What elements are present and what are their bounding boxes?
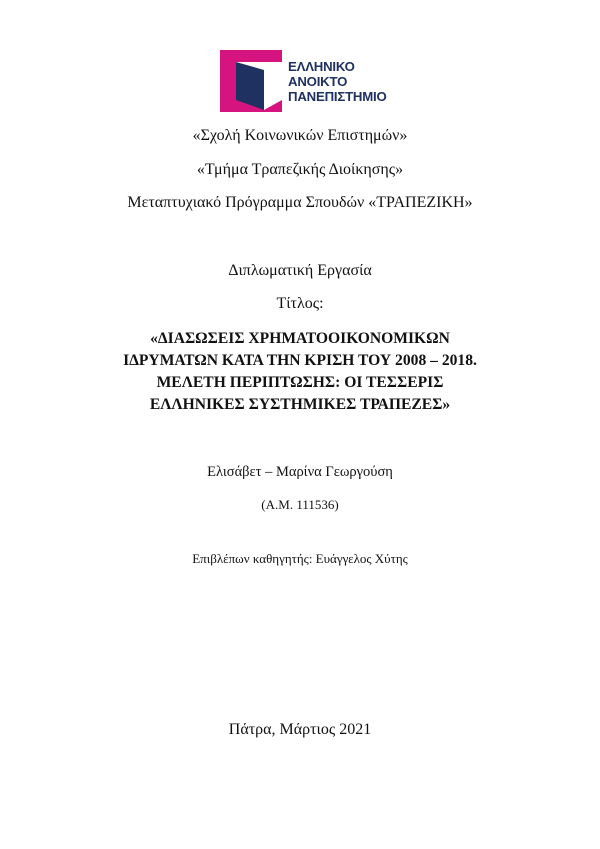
thesis-title xyxy=(60,328,540,416)
student-id: (Α.Μ. 111536) xyxy=(261,497,339,512)
university-logo xyxy=(218,48,408,114)
logo-text xyxy=(288,59,387,104)
title-label: Τίτλος: xyxy=(276,295,324,312)
title-line: ΜΕΛΕΤΗ ΠΕΡΙΠΤΩΣΗΣ: ΟΙ ΤΕΣΣΕΡΙΣ xyxy=(156,374,444,391)
thesis-type: Διπλωματική Εργασία xyxy=(228,262,372,279)
title-line: «ΔΙΑΣΩΣΕΙΣ ΧΡΗΜΑΤΟΟΙΚΟΝΟΜΙΚΩΝ xyxy=(150,330,450,347)
logo-line: ΕΛΛΗΝΙΚΟ xyxy=(288,59,355,74)
school-name: «Σχολή Κοινωνικών Επιστημών» xyxy=(192,127,408,144)
title-line: ΙΔΡΥΜΑΤΩΝ ΚΑΤΑ ΤΗΝ ΚΡΙΣΗ ΤΟΥ 2008 – 2018. xyxy=(123,352,477,369)
logo-line: ΠΑΝΕΠΙΣΤΗΜΙΟ xyxy=(288,89,387,104)
supervisor: Επιβλέπων καθηγητής: Ευάγγελος Χύτης xyxy=(192,551,408,566)
department-name: «Τμήμα Τραπεζικής Διοίκησης» xyxy=(196,161,404,178)
logo-emblem-icon xyxy=(218,48,284,114)
logo-line: ΑΝΟΙΚΤΟ xyxy=(288,74,348,89)
author-name: Ελισάβετ – Μαρίνα Γεωργούση xyxy=(207,464,393,480)
program-name: Μεταπτυχιακό Πρόγραμμα Σπουδών «ΤΡΑΠΕΖΙΚΗ» xyxy=(127,194,473,211)
place-date: Πάτρα, Μάρτιος 2021 xyxy=(228,721,372,738)
title-line: ΕΛΛΗΝΙΚΕΣ ΣΥΣΤΗΜΙΚΕΣ ΤΡΑΠΕΖΕΣ» xyxy=(149,396,451,413)
